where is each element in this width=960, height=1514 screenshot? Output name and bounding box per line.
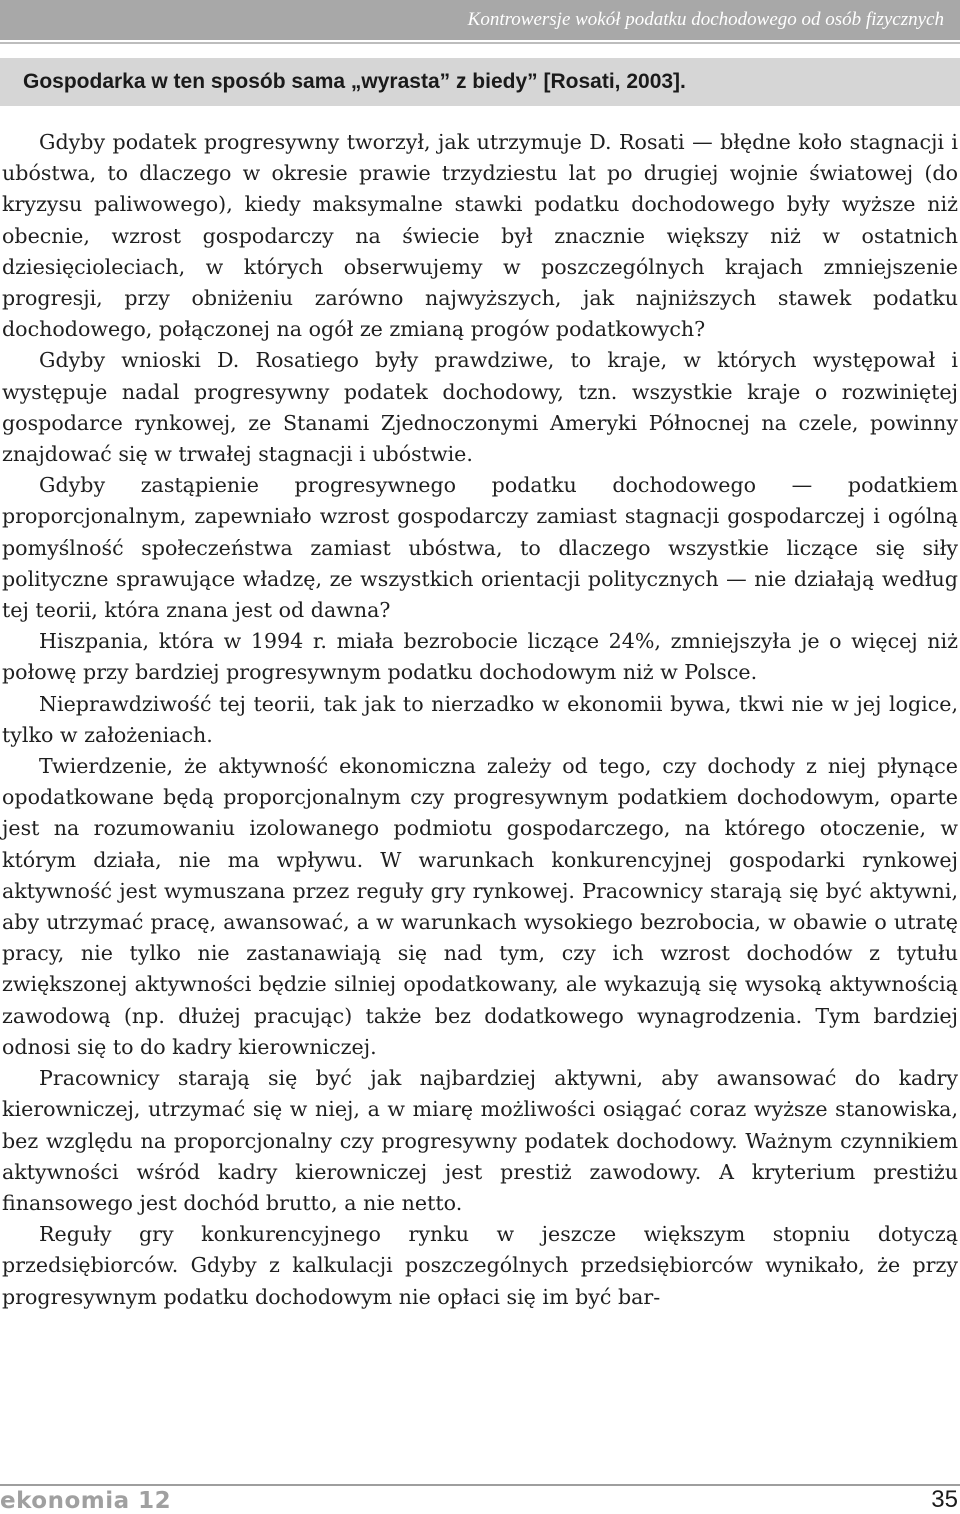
article-body [2, 127, 958, 1313]
running-header: Kontrowersje wokół podatku dochodowego od osób fizycznych [0, 0, 960, 40]
journal-name: ekonomia 12 [0, 1488, 172, 1514]
paragraph: Hiszpania, która w 1994 r. miała bezrobocie liczące 24%, zmniejszyła je o więcej niż połowę przy bardziej progresywnym podatku dochodowym niż w Polsce. [2, 629, 958, 685]
footer-divider [0, 1484, 960, 1486]
quote-highlight-box [0, 58, 960, 106]
header-divider [0, 42, 960, 44]
paragraph: Gdyby zastąpienie progresywnego podatku dochodowego — podatkiem proporcjonalnym, zapewniało wzrost gospodarczy zamiast stagnacji gospodarczej i ogólną pomyślność społeczeństwa zamiast ubóstwa, to dlaczego wszystkie liczące się siły polityczne sprawujące władzę, ze wszystkich orientacji politycznych — nie działają według tej teorii, która znana jest od dawna? [2, 473, 958, 623]
quote-highlight-text: Gospodarka w ten sposób sama „wyrasta” z biedy” [Rosati, 2003]. [23, 70, 686, 93]
paragraph: Gdyby podatek progresywny tworzył, jak utrzymuje D. Rosati — błędne koło stagnacji i ubóstwa, to dlaczego w okresie prawie trzydziestu lat po drugiej wojnie światowej (do kryzysu paliwowego), kiedy maksymalne stawki podatku dochodowego były wyższe niż obecnie, wzrost gospodarczy na świecie był znacznie większy niż w ostatnich dziesięcioleciach, w których obserwujemy w poszczególnych krajach zmniejszenie progresji, przy obniżeniu zarówno najwyższych, jak najniższych stawek podatku dochodowego, połączonej na ogół ze zmianą progów podatkowych? [2, 130, 958, 342]
paragraph: Reguły gry konkurencyjnego rynku w jeszcze większym stopniu dotyczą przedsiębiorców. Gdyby z kalkulacji poszczególnych przedsiębiorców wynikało, że przy progresywnym podatku dochodowym nie opłaci się im być bar- [2, 1222, 958, 1309]
paragraph: Gdyby wnioski D. Rosatiego były prawdziwe, to kraje, w których występował i występuje nadal progresywny podatek dochodowy, tzn. wszystkie kraje o rozwiniętej gospodarce rynkowej, ze Stanami Zjednoczonymi Ameryki Północnej na czele, powinny znajdować się w trwałej stagnacji i ubóstwie. [2, 348, 958, 467]
paragraph: Pracownicy starają się być jak najbardziej aktywni, aby awansować do kadry kierowniczej, utrzymać się w niej, a w miarę możliwości osiągać coraz wyższe stanowiska, bez względu na proporcjonalny czy progresywny podatek dochodowy. Ważnym czynnikiem aktywności wśród kadry kierowniczej jest prestiż zawodowy. A kryterium prestiżu finansowego jest dochód brutto, a nie netto. [2, 1066, 958, 1215]
paragraph: Nieprawdziwość tej teorii, tak jak to nierzadko w ekonomii bywa, tkwi nie w jej logice, tylko w założeniach. [2, 691, 958, 747]
page-number: 35 [931, 1486, 958, 1513]
paragraph: Twierdzenie, że aktywność ekonomiczna zależy od tego, czy dochody z niej płynące opodatkowane będą proporcjonalnym czy progresywnym podatkiem dochodowym, oparte jest na rozumowaniu izolowanego podmiotu gospodarczego, na którego otoczenie, w którym działa, nie ma wpływu. W warunkach konkurencyjnej gospodarki rynkowej aktywność jest wymuszana przez reguły gry rynkowej. Pracownicy starają się być aktywni, aby utrzymać pracę, awansować, a w warunkach wysokiego bezrobocia, w obawie o utratę pracy, nie tylko nie zastanawiają się nad tym, czy ich wzrost dochodów z tytułu zwiększonej aktywności będzie silniej opodatkowany, ale wykazują się wysoką aktywnością zawodową (np. dłużej pracując) także bez dodatkowego wynagrodzenia. Tym bardziej odnosi się to do kadry kierowniczej. [2, 754, 958, 1059]
